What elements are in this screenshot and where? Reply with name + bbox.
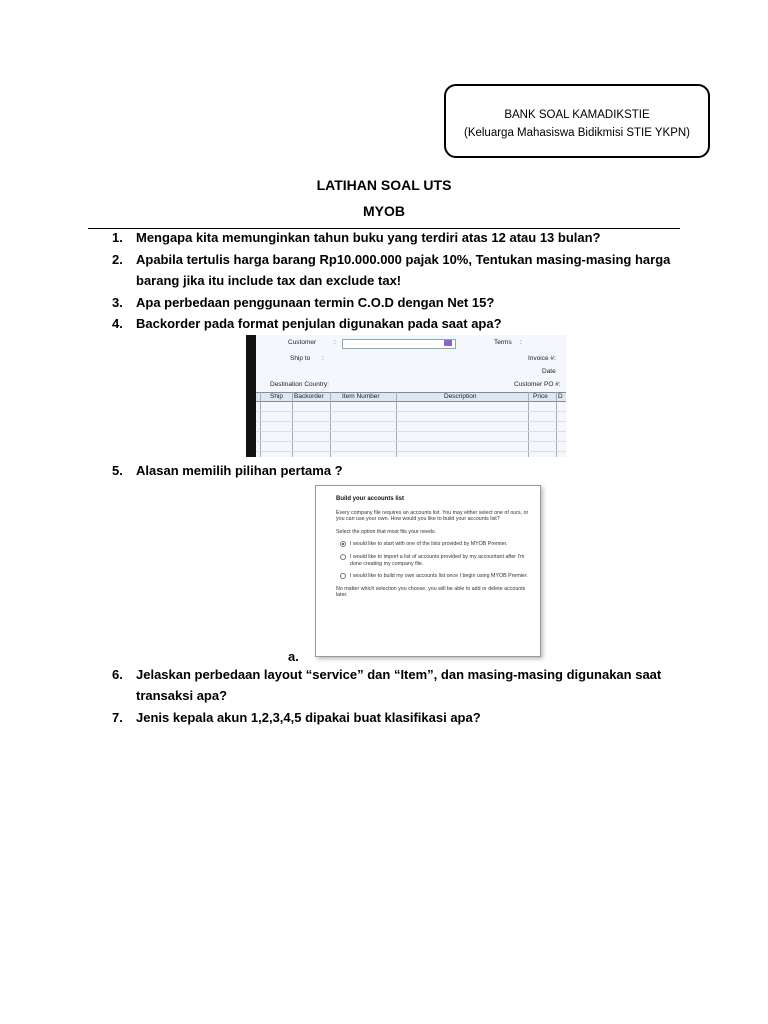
- header-line2: (Keluarga Mahasiswa Bidikmisi STIE YKPN): [463, 127, 691, 139]
- option-label: I would like to build my own accounts list once I begin using MYOB Premier.: [350, 573, 528, 580]
- question-text: Jenis kepala akun 1,2,3,4,5 dipakai buat klasifikasi apa?: [136, 710, 481, 725]
- question-text: Mengapa kita memunginkan tahun buku yang terdiri atas 12 atau 13 bulan?: [136, 230, 601, 245]
- option-build-own-list: [336, 573, 531, 580]
- header-line1: BANK SOAL KAMADIKSTIE: [504, 109, 650, 121]
- invoice-screenshot: [246, 335, 566, 457]
- page-subtitle: MYOB: [363, 203, 405, 219]
- column-description: Description: [444, 393, 477, 400]
- question-number: 7.: [112, 710, 123, 725]
- grid-line: [396, 392, 397, 457]
- option-start-with-list: [336, 541, 531, 548]
- dialog-heading: Build your accounts list: [336, 496, 405, 502]
- grid-line: [528, 392, 529, 457]
- question-text: Alasan memilih pilihan pertama ?: [136, 463, 343, 478]
- grid-row-line: [256, 421, 566, 422]
- line-items-header: [256, 392, 566, 402]
- question-number: 5.: [112, 463, 123, 478]
- question-text: Apa perbedaan penggunaan termin C.O.D dengan Net 15?: [136, 295, 495, 310]
- destination-country-label: Destination Country:: [270, 381, 329, 388]
- grid-line: [260, 392, 261, 457]
- column-d: D: [558, 393, 563, 400]
- question-text: Apabila tertulis harga barang Rp10.000.000 pajak 10%, Tentukan masing-masing harga barang jika itu include tax dan exclude tax!: [136, 252, 671, 288]
- dialog-prompt: Select the option that most fits your needs.: [336, 528, 437, 535]
- customer-label: Customer: [288, 339, 317, 346]
- question-number: 6.: [112, 667, 123, 682]
- customer-lookup-icon: [444, 340, 452, 346]
- sub-item-a: a.: [288, 649, 299, 664]
- header-box: [444, 84, 710, 158]
- option-label: I would like to import a list of accounts provided by my accountant after I'm done creating my company file.: [350, 553, 525, 567]
- grid-row-line: [256, 431, 566, 432]
- column-ship: Ship: [270, 393, 284, 400]
- column-item-number: Item Number: [342, 393, 380, 400]
- colon: :: [334, 339, 336, 346]
- grid-row-line: [256, 441, 566, 442]
- grid-line: [556, 392, 557, 457]
- accounts-list-screenshot: [315, 485, 541, 657]
- grid-line: [292, 392, 293, 457]
- colon: :: [520, 339, 522, 346]
- question-number: 1.: [112, 230, 123, 245]
- grid-row-line: [256, 411, 566, 412]
- radio-icon: [340, 554, 346, 560]
- grid-line: [330, 392, 331, 457]
- page-title: LATIHAN SOAL UTS: [316, 177, 452, 193]
- terms-label: Terms: [494, 339, 512, 346]
- question-number: 4.: [112, 316, 123, 331]
- customer-input: [342, 339, 456, 349]
- question-text: Jelaskan perbedaan layout “service” dan “Item”, dan masing-masing digunakan saat transaksi apa?: [136, 667, 662, 703]
- question-text: Backorder pada format penjulan digunakan pada saat apa?: [136, 316, 502, 331]
- colon: :: [322, 355, 324, 362]
- grid-row-line: [256, 451, 566, 452]
- column-backorder: Backorder: [294, 393, 324, 400]
- ship-to-label: Ship to: [290, 355, 311, 362]
- invoice-number-label: Invoice #:: [528, 355, 556, 362]
- question-number: 3.: [112, 295, 123, 310]
- dialog-footer: No matter which selection you choose, you will be able to add or delete accounts later.: [336, 585, 526, 599]
- option-import-list: [336, 554, 531, 567]
- dialog-intro: Every company file requires an accounts list. You may either select one of ours, or you can use your own. How would you like to build your accounts list?: [336, 509, 529, 523]
- column-price: Price: [533, 393, 548, 400]
- date-label: Date: [542, 368, 556, 375]
- radio-icon: [340, 573, 346, 579]
- customer-po-label: Customer PO #:: [514, 381, 561, 388]
- radio-selected-icon: [340, 541, 346, 547]
- option-label: I would like to start with one of the lists provided by MYOB Premier.: [350, 541, 508, 548]
- question-number: 2.: [112, 252, 123, 267]
